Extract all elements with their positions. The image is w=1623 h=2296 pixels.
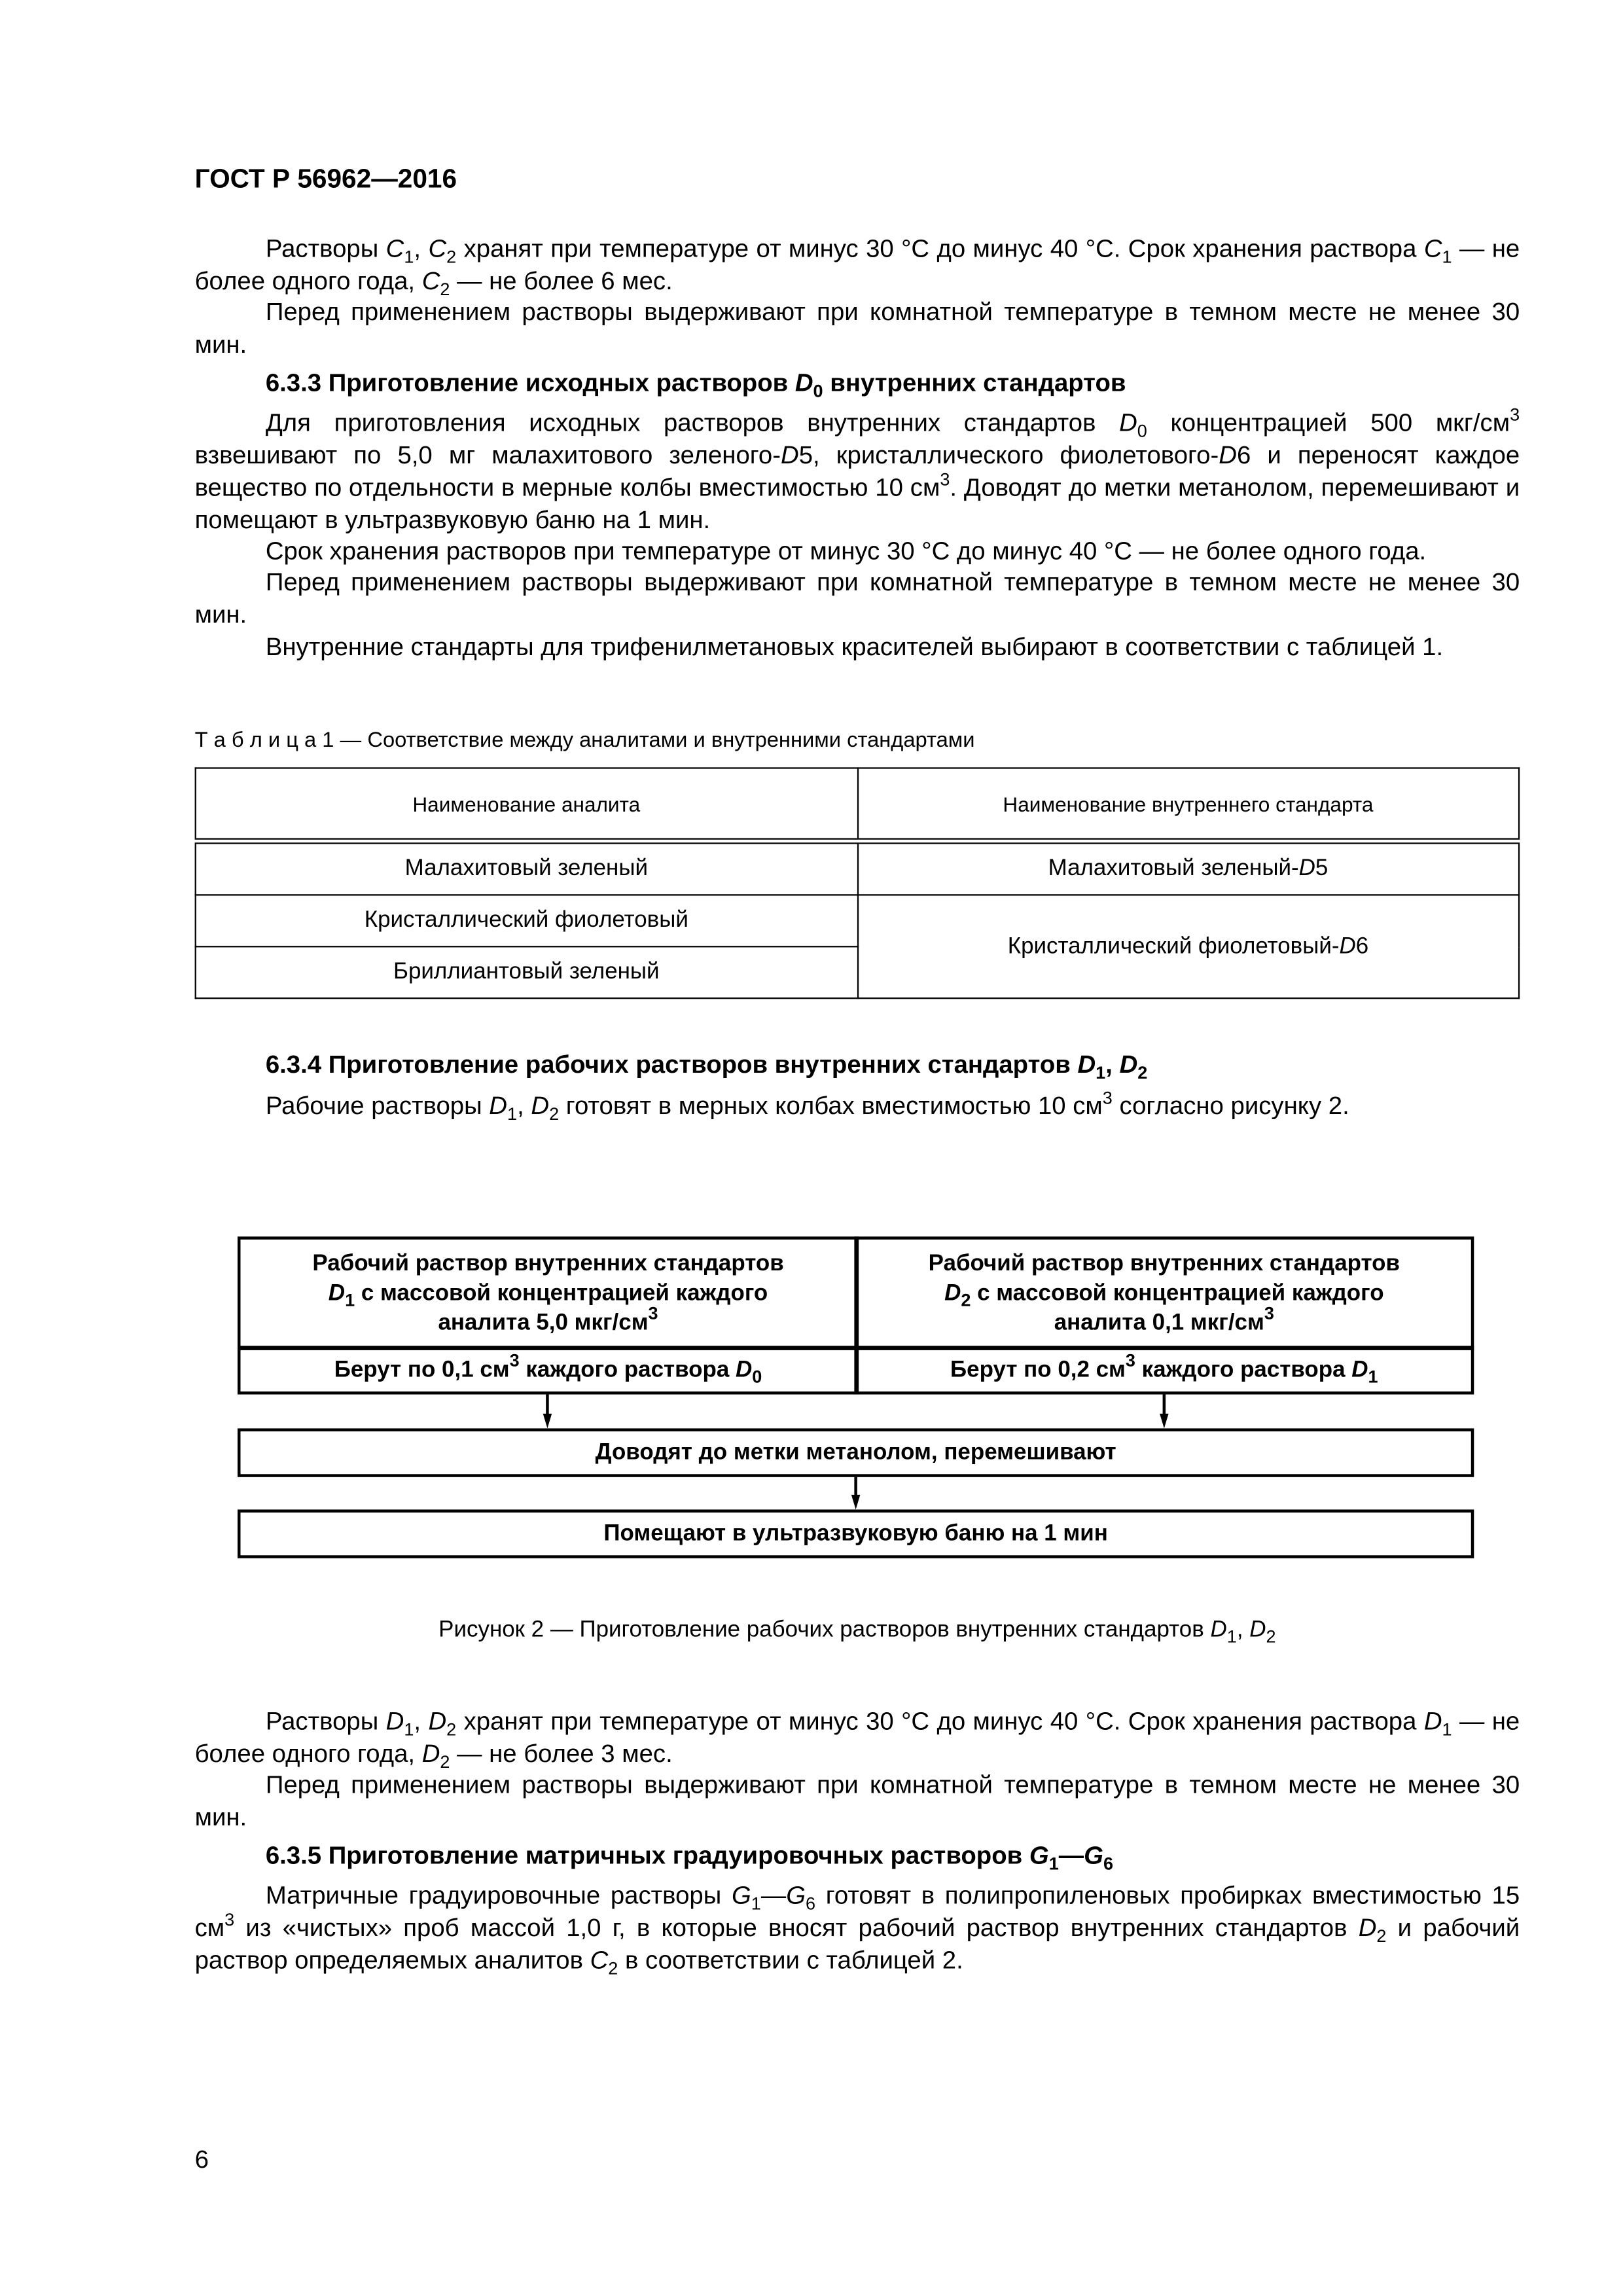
text-content: 6.3.5 Приготовление матричных градуировочных растворов $G_1—G_6$ (265, 1841, 1114, 1874)
italic-symbol: D (1339, 933, 1356, 959)
flow-box-d1 (238, 1236, 859, 1350)
table-row (196, 895, 1519, 946)
italic-symbol: D (1219, 441, 1237, 469)
text-content: Перед применением растворы выдерживают при комнатной температуре в темном месте не менее 30 мин. (194, 567, 1520, 629)
italic-symbol: D (1351, 1357, 1368, 1382)
text-content: Кристаллический фиолетовый-D6 (1007, 933, 1369, 959)
italic-symbol: D (421, 1740, 440, 1768)
text-content: Растворы $C_1$, $C_2$ хранят при температуре от минус 30 °C до минус 40 °C. Срок хранения раствора $C_1$ — не более одного года, $C_2$ — не более 6 мес. (194, 234, 1520, 300)
paragraph (195, 632, 1520, 664)
text-content: 6.3.3 Приготовление исходных растворов $D_0$ внутренних стандартов (265, 368, 1126, 402)
paragraph (194, 404, 1520, 537)
subscript: 1 (404, 246, 414, 268)
paragraph (195, 567, 1520, 632)
italic-symbol: D (1077, 1050, 1096, 1079)
paragraph (195, 233, 1520, 298)
flow-box-d2 (854, 1236, 1474, 1350)
superscript: 3 (940, 469, 950, 490)
subscript: 2 (440, 279, 450, 300)
italic-symbol: D (328, 1280, 346, 1306)
text-content: Малахитовый зеленый-D5 (1048, 855, 1329, 881)
section-heading-6-3-3 (195, 367, 1591, 400)
italic-symbol: D (735, 1357, 753, 1382)
text-content: Растворы $D_1$, $D_2$ хранят при температуре от минус 30 °C до минус 40 °C. Срок хранения раствора $D_1$ — не более одного года, $D_2$ — не более 3 мес. (194, 1707, 1520, 1772)
subscript: 1 (507, 1103, 518, 1124)
italic-symbol: C (385, 234, 404, 263)
paragraph (195, 1087, 1520, 1124)
italic-symbol: C (428, 234, 447, 263)
table-row (196, 841, 1519, 895)
subscript: 1 (1096, 1062, 1106, 1083)
flow-box-fill-methanol (238, 1428, 1474, 1477)
page-number: 6 (194, 2145, 209, 2174)
text-content: Рабочие растворы $D_1$, $D_2$ готовят в мерных колбах вместимостью 10 $см^3$ согласно рисунку 2. (265, 1087, 1349, 1124)
subscript: 1 (751, 1893, 761, 1914)
italic-symbol: G (1084, 1841, 1103, 1870)
text-content: Перед применением растворы выдерживают при комнатной температуре в темном месте не менее 30 мин. (194, 1770, 1520, 1831)
text-content: Рисунок 2 — Приготовление рабочих растворов внутренних стандартов $D_1$, $D_2$ (438, 1617, 1276, 1647)
italic-symbol: G (1029, 1841, 1049, 1870)
text-content: Рабочий раствор внутренних стандартов $D_2$ с массовой концентрацией каждого аналита 0,1 мкг/$см^3$ (928, 1250, 1400, 1335)
document-id-header: ГОСТ Р 56962—2016 (194, 164, 457, 194)
superscript: 3 (1125, 1349, 1135, 1371)
subscript: 2 (549, 1103, 560, 1124)
table-cell (857, 895, 1519, 998)
arrow-down-icon (1159, 1414, 1168, 1429)
subscript: 2 (1266, 1626, 1276, 1647)
figure-caption (195, 1614, 1520, 1647)
superscript: 3 (1510, 404, 1520, 425)
subscript: 1 (1442, 246, 1452, 268)
subscript: 2 (961, 1289, 971, 1310)
superscript: 3 (509, 1349, 520, 1371)
subscript: 2 (1376, 1926, 1387, 1946)
table-analytes-standards (195, 767, 1520, 999)
text-content: Срок хранения растворов при температуре от минус 30 °C до минус 40 °C — не более одного года. (265, 537, 1427, 565)
table-cell (857, 841, 1519, 895)
subscript: 2 (446, 246, 457, 268)
text-content: 6.3.4 Приготовление рабочих растворов внутренних стандартов $D_1$, $D_2$ (265, 1050, 1148, 1083)
section-heading-6-3-4 (195, 1049, 1591, 1082)
flow-box-take-d0 (238, 1346, 859, 1394)
italic-symbol: C (590, 1946, 609, 1975)
paragraph (195, 535, 1520, 568)
subscript: 0 (752, 1365, 762, 1387)
italic-symbol: G (786, 1881, 806, 1910)
subscript: 0 (813, 380, 823, 402)
italic-symbol: D (385, 1707, 404, 1736)
table-cell: Бриллиантовый зеленый (196, 946, 857, 998)
arrow-down-icon (543, 1414, 552, 1429)
connector-line (546, 1395, 549, 1416)
subscript: 1 (1442, 1719, 1452, 1740)
text-content: Перед применением растворы выдерживают при комнатной температуре в темном месте не менее 30 мин. (194, 298, 1520, 359)
flow-box-sonicate (238, 1509, 1474, 1558)
subscript: 1 (1048, 1853, 1059, 1874)
italic-symbol: D (1298, 855, 1315, 881)
text-content: Берут по 0,1 $см^3$ каждого раствора $D_0$ (334, 1349, 762, 1387)
italic-symbol: D (1119, 1050, 1138, 1079)
superscript: 3 (224, 1909, 235, 1930)
italic-symbol: D (1423, 1707, 1442, 1736)
connector-line (854, 1477, 857, 1496)
italic-symbol: D (1249, 1617, 1266, 1643)
italic-symbol: D (794, 368, 813, 397)
table-cell: Малахитовый зеленый (196, 841, 857, 895)
paragraph (195, 1706, 1520, 1770)
table-header-cell: Наименование аналита (196, 768, 857, 841)
subscript: 2 (1137, 1062, 1148, 1083)
superscript: 3 (648, 1302, 658, 1323)
italic-symbol: D (531, 1092, 550, 1121)
subscript: 2 (446, 1719, 457, 1740)
table-cell: Кристаллический фиолетовый (196, 895, 857, 946)
italic-symbol: D (1210, 1617, 1227, 1643)
italic-symbol: D (489, 1092, 507, 1121)
flow-box-take-d1 (854, 1346, 1474, 1394)
text-content: Берут по 0,2 $см^3$ каждого раствора $D_1$ (950, 1349, 1378, 1387)
subscript: 1 (1226, 1626, 1237, 1647)
subscript: 2 (440, 1751, 450, 1772)
subscript: 6 (806, 1893, 816, 1914)
italic-symbol: C (421, 267, 440, 295)
italic-symbol: D (781, 441, 799, 469)
superscript: 3 (1264, 1302, 1274, 1323)
subscript: 1 (1368, 1365, 1378, 1387)
italic-symbol: G (731, 1881, 751, 1910)
table-header-cell: Наименование внутреннего стандарта (857, 768, 1519, 841)
italic-symbol: C (1423, 234, 1442, 263)
text-content: Помещают в ультразвуковую баню на 1 мин (603, 1520, 1108, 1546)
italic-symbol: D (428, 1707, 447, 1736)
superscript: 3 (1102, 1087, 1113, 1109)
subscript: 1 (404, 1719, 414, 1740)
paragraph (195, 1769, 1520, 1834)
text-content: Рабочий раствор внутренних стандартов $D_1$ с массовой концентрацией каждого аналита 5,0 мкг/$см^3$ (312, 1250, 784, 1335)
text-content: Для приготовления исходных растворов внутренних стандартов $D_0$ концентрацией 500 мкг/$см^3$ взвешивают по 5,0 мг малахитового зеленого-D5, кристаллического фиолетового-D6 и переносят каждое вещество по отдельности в мерные колбы вместимостью 10 $см^3$. Доводят до метки метанолом, перемешивают и помещают в ультразвуковую баню на 1 мин. (194, 404, 1520, 535)
table-header-row (196, 768, 1519, 841)
paragraph (195, 296, 1520, 361)
italic-symbol: D (1358, 1914, 1377, 1942)
section-heading-6-3-5 (195, 1840, 1591, 1873)
subscript: 2 (608, 1958, 618, 1979)
subscript: 0 (1137, 420, 1147, 442)
subscript: 6 (1103, 1853, 1114, 1874)
text-content: Матричные градуировочные растворы $G_1—G_6$ готовят в полипропиленовых пробирках вместимостью 15 $см^3$ из «чистых» проб массой 1,0 г, в которые вносят рабочий раствор внутренних стандартов $D_2$ и рабочий раствор определяемых аналитов $C_2$ в соответствии с таблицей 2. (194, 1881, 1520, 1979)
arrow-down-icon (851, 1495, 860, 1510)
text-content: Внутренние стандарты для трифенилметановых красителей выбирают в соответствии с таблицей 1. (265, 633, 1444, 662)
connector-line (1163, 1395, 1166, 1416)
table-caption: Т а б л и ц а 1 — Соответствие между аналитами и внутренними стандартами (194, 728, 975, 753)
text-content: Доводят до метки метанолом, перемешивают (595, 1439, 1116, 1465)
italic-symbol: D (944, 1280, 961, 1306)
subscript: 1 (345, 1289, 355, 1310)
paragraph (195, 1880, 1520, 1977)
italic-symbol: D (1119, 408, 1137, 437)
